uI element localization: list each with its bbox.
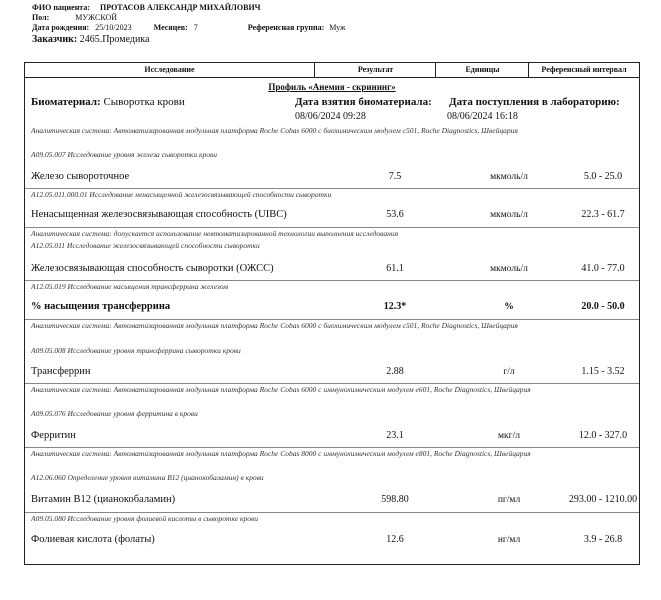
- sex-label: Пол:: [32, 13, 50, 22]
- row-code: A12.05.019 Исследование насыщения трансферрина железом: [31, 282, 229, 291]
- row-code: A09.05.008 Исследование уровня трансферрина сыворотки крови: [31, 346, 241, 355]
- test-unit: %: [504, 302, 514, 312]
- months-label: Месяцев:: [153, 23, 188, 32]
- test-name: Ненасыщенная железосвязывающая способность (UIBC): [31, 209, 287, 220]
- test-ref: 22.3 - 61.7: [581, 209, 625, 220]
- biomaterial: [31, 96, 185, 108]
- biomaterial-label: Биоматериал:: [31, 96, 101, 108]
- test-value: 23.1: [386, 430, 404, 441]
- row-divider: [25, 188, 639, 189]
- customer-line: [32, 34, 149, 45]
- test-unit: мкмоль/л: [490, 210, 528, 220]
- test-name: Железо сывороточное: [31, 171, 130, 182]
- customer-label: Заказчик:: [32, 34, 78, 45]
- test-name: Трансферрин: [31, 366, 91, 377]
- test-value: 53.6: [386, 209, 404, 220]
- test-ref: 5.0 - 25.0: [583, 171, 623, 182]
- test-unit: пг/мл: [497, 495, 521, 505]
- patient-sex-line: [32, 13, 117, 22]
- table-header: [25, 63, 639, 78]
- test-unit: нг/мл: [497, 535, 521, 545]
- test-unit: мкмоль/л: [490, 172, 528, 182]
- test-ref: 1.15 - 3.52: [581, 366, 625, 377]
- row-note: Аналитическая система: Автоматизированная модульная платформа Roche Cobas 8000 с иммунохимическим модулем е801, Roche Diagnostics, Швейцария: [31, 449, 531, 458]
- dob-label: Дата рождения:: [32, 23, 90, 32]
- received-date: 08/06/2024 16:18: [447, 111, 518, 122]
- patient-name-line: [32, 3, 261, 12]
- test-name: Фолиевая кислота (фолаты): [31, 534, 155, 545]
- row-code: A09.05.080 Исследование уровня фолиевой кислоты в сыворотке крови: [31, 514, 259, 523]
- patient-dob: 25/10/2023: [95, 23, 132, 32]
- patient-dob-line: [32, 23, 346, 32]
- test-ref: 3.9 - 26.8: [583, 534, 623, 545]
- test-value: 12.6: [386, 534, 404, 545]
- ref-group: Муж: [329, 23, 346, 32]
- row-note: Аналитическая система: допускается использование невтоматизированной технологии выполнения исследования: [31, 229, 399, 238]
- taken-date: 08/06/2024 09:28: [295, 111, 366, 122]
- test-ref: 20.0 - 50.0: [581, 301, 625, 312]
- row-note: Аналитическая система: Автоматизированная модульная платформа Roche Cobas 6000 с иммунохимическим модулем е601, Roche Diagnostics, Швейцария: [31, 385, 531, 394]
- test-value: 61.1: [386, 263, 404, 274]
- row-code: A09.05.007 Исследование уровня железа сыворотки крови: [31, 150, 218, 159]
- row-code: A12.06.060 Определение уровня витамина B12 (цианокобаламин) в крови: [31, 473, 264, 482]
- patient-name: ПРОТАСОВ АЛЕКСАНДР МИХАЙЛОВИЧ: [100, 3, 261, 12]
- row-note: Аналитическая система: Автоматизированная модульная платформа Roche Cobas 6000 с биохимическим модулем с501, Roche Diagnostics, Швейцария: [31, 126, 518, 135]
- row-divider: [25, 280, 639, 281]
- received-label: Дата поступления в лабораторию:: [449, 96, 620, 108]
- row-code: A09.05.076 Исследование уровня ферритина в крови: [31, 409, 198, 418]
- results-table: [24, 62, 640, 565]
- biomaterial-value: Сыворотка крови: [103, 96, 185, 108]
- row-divider: [25, 383, 639, 384]
- row-divider: [25, 447, 639, 448]
- test-unit: г/л: [503, 367, 515, 377]
- profile-title: Профиль «Анемия - скрининг»: [268, 82, 396, 92]
- test-value: 7.5: [388, 171, 402, 182]
- row-divider: [25, 319, 639, 320]
- test-ref: 41.0 - 77.0: [581, 263, 625, 274]
- row-divider: [25, 512, 639, 513]
- test-name: Железосвязывающая способность сыворотки (ОЖСС): [31, 263, 274, 274]
- header-units: Единицы: [435, 63, 529, 77]
- header-reference: Референсный интервал: [528, 63, 639, 77]
- patient-sex: МУЖСКОЙ: [75, 13, 118, 22]
- test-ref: 12.0 - 327.0: [578, 430, 628, 441]
- test-name: % насыщения трансферрина: [31, 301, 171, 312]
- ref-group-label: Референсная группа:: [247, 23, 325, 32]
- customer: 2465.Промедика: [79, 34, 150, 45]
- test-value: 2.88: [386, 366, 404, 377]
- test-value: 598.80: [381, 494, 409, 505]
- fio-label: ФИО пациента:: [32, 3, 90, 12]
- row-code: A12.05.011 Исследование железосвязывающей способности сыворотки: [31, 241, 260, 250]
- row-code: A12.05.011.000.01 Исследование ненасыщенной железосвязывающей способности сыворотки: [31, 190, 332, 199]
- test-ref: 293.00 - 1210.00: [568, 494, 638, 505]
- test-unit: мкмоль/л: [490, 264, 528, 274]
- test-name: Витамин B12 (цианокобаламин): [31, 494, 176, 505]
- row-note: Аналитическая система: Автоматизированная модульная платформа Roche Cobas 6000 с биохимическим модулем с501, Roche Diagnostics, Швейцария: [31, 321, 518, 330]
- header-test: Исследование: [144, 65, 195, 74]
- row-divider: [25, 227, 639, 228]
- patient-months: 7: [193, 23, 198, 32]
- test-value: 12.3*: [383, 301, 407, 312]
- test-name: Ферритин: [31, 430, 76, 441]
- header-result: Результат: [314, 63, 436, 77]
- test-unit: мкг/л: [498, 431, 520, 441]
- taken-label: Дата взятия биоматериала:: [295, 96, 432, 108]
